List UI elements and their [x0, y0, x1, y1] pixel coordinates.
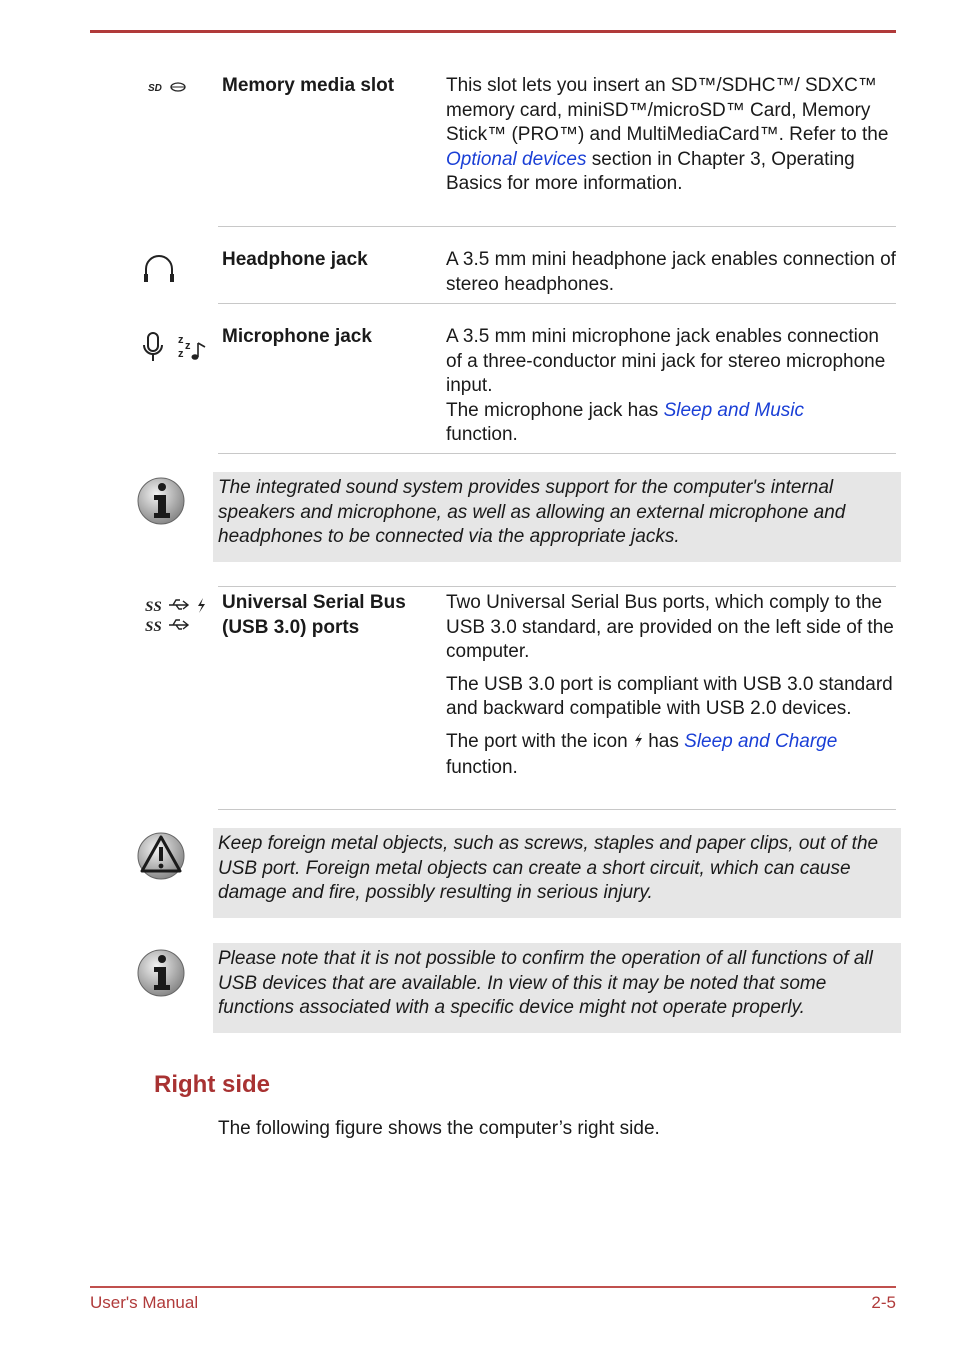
note-warning-metal: [213, 828, 901, 918]
desc-usb: [446, 591, 896, 781]
warning-icon: [136, 831, 186, 886]
footer-title: User's Manual: [90, 1293, 199, 1312]
desc-text: The microphone jack has: [446, 399, 664, 421]
sleep-charge-bolt-icon: [633, 731, 643, 757]
link-optional-devices[interactable]: Optional devices: [446, 148, 587, 170]
desc-text: This slot lets you insert an SD™/SDHC™/ SDXC™ memory card, miniSD™/microSD™ Card, Memory Stick™ (PRO™) and MultiMediaCard™. Refer to the: [446, 75, 889, 145]
info-icon: [136, 948, 186, 1003]
desc-text: has: [642, 730, 685, 752]
term-usb: Universal Serial Bus (USB 3.0) ports: [222, 592, 406, 638]
link-sleep-and-charge[interactable]: Sleep and Charge: [684, 730, 838, 752]
desc-text: The port with the icon: [446, 730, 633, 752]
svg-text:SS: SS: [145, 599, 162, 615]
row-divider: [218, 453, 896, 454]
desc-text: function.: [446, 757, 518, 778]
term-headphone: Headphone jack: [222, 249, 368, 270]
header-rule: [90, 30, 896, 33]
svg-text:z: z: [178, 334, 184, 346]
page-number: 2-5: [871, 1293, 896, 1312]
sd-card-icon: [148, 80, 188, 99]
microphone-sleep-music-icon: [142, 331, 210, 370]
desc-text: The USB 3.0 port is compliant with USB 3.0 standard and backward compatible with USB 2.0 devices.: [446, 673, 893, 719]
svg-text:z: z: [178, 348, 184, 360]
row-divider: [218, 809, 896, 810]
term-memory-slot: Memory media slot: [222, 75, 395, 96]
svg-text:SS: SS: [145, 619, 162, 635]
svg-text:SD: SD: [148, 83, 162, 94]
info-icon: [136, 476, 186, 531]
usb-ss-icon: [145, 595, 209, 640]
row-divider: [218, 303, 896, 304]
term-microphone: Microphone jack: [222, 326, 372, 347]
link-sleep-and-music[interactable]: Sleep and Music: [663, 399, 805, 421]
row-divider: [218, 586, 896, 587]
footer-rule: [90, 1286, 896, 1288]
desc-memory-slot: [446, 74, 896, 197]
desc-microphone: [446, 325, 896, 448]
note-text: Please note that it is not possible to confirm the operation of all functions of all USB devices that are available. In view of this it may be noted that some functions associated with a specific device might not operate properly.: [218, 948, 873, 1018]
desc-text: section in Chapter 3, Operating Basics for more information.: [446, 148, 855, 194]
section-body: The following figure shows the computer’s right side.: [218, 1118, 660, 1139]
svg-text:z: z: [185, 340, 191, 352]
desc-text: Two Universal Serial Bus ports, which comply to the USB 3.0 standard, are provided on the left side of the computer.: [446, 592, 894, 662]
desc-text: function.: [446, 424, 518, 445]
note-text: The integrated sound system provides support for the computer's internal speakers and microphone, as well as allowing an external microphone and headphones to be connected via the appropriate jacks.: [218, 477, 846, 547]
note-info-usb-devices: [213, 943, 901, 1033]
note-text: Keep foreign metal objects, such as screws, staples and paper clips, out of the USB port. Foreign metal objects can create a short circuit, which can cause damage and fire, possibly resulting in serious injury.: [218, 833, 879, 903]
section-title: Right side: [154, 1071, 271, 1098]
headphone-icon: [142, 254, 176, 289]
desc-headphone: A 3.5 mm mini headphone jack enables connection of stereo headphones.: [446, 249, 896, 295]
desc-text: A 3.5 mm mini microphone jack enables connection of a three-conductor mini jack for stereo microphone input.: [446, 326, 886, 396]
row-divider: [218, 226, 896, 227]
note-info-sound: [213, 472, 901, 562]
